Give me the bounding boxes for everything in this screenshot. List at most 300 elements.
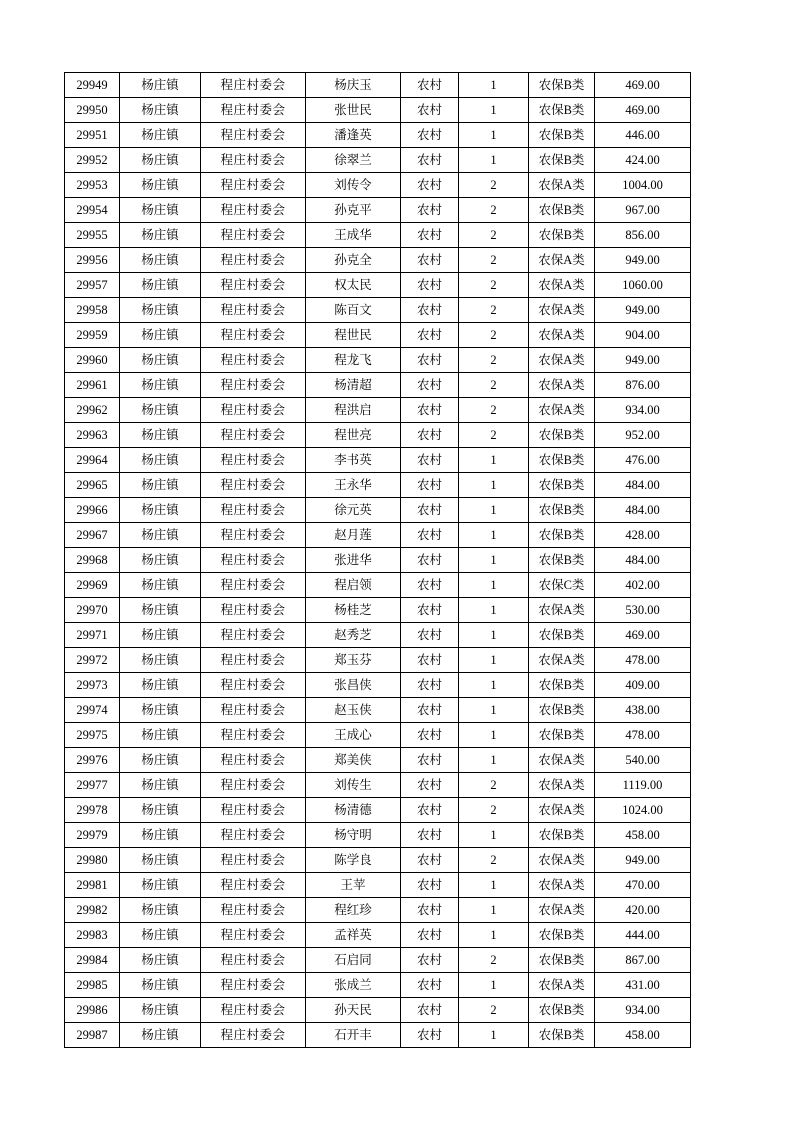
cell-amount: 428.00 — [595, 523, 691, 548]
table-row — [65, 298, 691, 323]
cell-village: 程庄村委会 — [201, 498, 306, 523]
cell-id: 29978 — [65, 798, 120, 823]
cell-category: 农保B类 — [529, 448, 595, 473]
cell-name: 徐翠兰 — [306, 148, 401, 173]
cell-id: 29977 — [65, 773, 120, 798]
cell-category: 农保A类 — [529, 323, 595, 348]
cell-amount: 478.00 — [595, 648, 691, 673]
cell-category: 农保B类 — [529, 1023, 595, 1048]
cell-type: 农村 — [401, 448, 459, 473]
cell-type: 农村 — [401, 798, 459, 823]
cell-type: 农村 — [401, 273, 459, 298]
cell-town: 杨庄镇 — [120, 598, 201, 623]
cell-village: 程庄村委会 — [201, 698, 306, 723]
cell-count: 2 — [459, 848, 529, 873]
cell-village: 程庄村委会 — [201, 223, 306, 248]
cell-category: 农保B类 — [529, 148, 595, 173]
cell-id: 29981 — [65, 873, 120, 898]
cell-count: 2 — [459, 798, 529, 823]
cell-category: 农保A类 — [529, 648, 595, 673]
cell-category: 农保A类 — [529, 873, 595, 898]
cell-town: 杨庄镇 — [120, 848, 201, 873]
table-row — [65, 248, 691, 273]
cell-category: 农保A类 — [529, 598, 595, 623]
cell-id: 29958 — [65, 298, 120, 323]
cell-amount: 438.00 — [595, 698, 691, 723]
cell-town: 杨庄镇 — [120, 373, 201, 398]
cell-name: 石开丰 — [306, 1023, 401, 1048]
cell-town: 杨庄镇 — [120, 748, 201, 773]
cell-type: 农村 — [401, 223, 459, 248]
cell-count: 2 — [459, 948, 529, 973]
cell-village: 程庄村委会 — [201, 798, 306, 823]
cell-count: 1 — [459, 823, 529, 848]
cell-amount: 484.00 — [595, 473, 691, 498]
cell-amount: 952.00 — [595, 423, 691, 448]
cell-type: 农村 — [401, 948, 459, 973]
cell-name: 郑美侠 — [306, 748, 401, 773]
cell-type: 农村 — [401, 98, 459, 123]
cell-id: 29982 — [65, 898, 120, 923]
table-row — [65, 598, 691, 623]
table-row — [65, 673, 691, 698]
cell-id: 29983 — [65, 923, 120, 948]
cell-id: 29980 — [65, 848, 120, 873]
cell-amount: 876.00 — [595, 373, 691, 398]
cell-village: 程庄村委会 — [201, 848, 306, 873]
cell-village: 程庄村委会 — [201, 773, 306, 798]
table-row — [65, 698, 691, 723]
cell-id: 29961 — [65, 373, 120, 398]
cell-name: 程世亮 — [306, 423, 401, 448]
cell-village: 程庄村委会 — [201, 973, 306, 998]
cell-town: 杨庄镇 — [120, 448, 201, 473]
cell-town: 杨庄镇 — [120, 973, 201, 998]
cell-village: 程庄村委会 — [201, 873, 306, 898]
cell-count: 1 — [459, 873, 529, 898]
cell-category: 农保B类 — [529, 548, 595, 573]
cell-name: 刘传令 — [306, 173, 401, 198]
table-row — [65, 73, 691, 98]
cell-name: 程启领 — [306, 573, 401, 598]
table-row — [65, 773, 691, 798]
cell-id: 29957 — [65, 273, 120, 298]
cell-village: 程庄村委会 — [201, 123, 306, 148]
cell-category: 农保B类 — [529, 423, 595, 448]
cell-category: 农保B类 — [529, 523, 595, 548]
cell-town: 杨庄镇 — [120, 123, 201, 148]
cell-id: 29968 — [65, 548, 120, 573]
cell-category: 农保B类 — [529, 998, 595, 1023]
table-row — [65, 573, 691, 598]
cell-id: 29955 — [65, 223, 120, 248]
table-row — [65, 448, 691, 473]
cell-count: 2 — [459, 323, 529, 348]
cell-amount: 420.00 — [595, 898, 691, 923]
table-row — [65, 898, 691, 923]
cell-town: 杨庄镇 — [120, 523, 201, 548]
cell-type: 农村 — [401, 473, 459, 498]
cell-amount: 476.00 — [595, 448, 691, 473]
cell-town: 杨庄镇 — [120, 173, 201, 198]
cell-category: 农保A类 — [529, 248, 595, 273]
cell-count: 1 — [459, 98, 529, 123]
cell-type: 农村 — [401, 173, 459, 198]
cell-type: 农村 — [401, 998, 459, 1023]
cell-category: 农保A类 — [529, 348, 595, 373]
cell-category: 农保C类 — [529, 573, 595, 598]
cell-type: 农村 — [401, 348, 459, 373]
table-row — [65, 123, 691, 148]
cell-town: 杨庄镇 — [120, 723, 201, 748]
cell-id: 29986 — [65, 998, 120, 1023]
cell-count: 1 — [459, 698, 529, 723]
table-row — [65, 998, 691, 1023]
cell-town: 杨庄镇 — [120, 573, 201, 598]
cell-type: 农村 — [401, 373, 459, 398]
cell-town: 杨庄镇 — [120, 773, 201, 798]
cell-count: 1 — [459, 148, 529, 173]
cell-amount: 484.00 — [595, 548, 691, 573]
cell-name: 徐元英 — [306, 498, 401, 523]
cell-village: 程庄村委会 — [201, 573, 306, 598]
cell-town: 杨庄镇 — [120, 823, 201, 848]
cell-amount: 967.00 — [595, 198, 691, 223]
table-row — [65, 398, 691, 423]
table-row — [65, 373, 691, 398]
cell-amount: 458.00 — [595, 1023, 691, 1048]
cell-type: 农村 — [401, 973, 459, 998]
cell-id: 29970 — [65, 598, 120, 623]
cell-village: 程庄村委会 — [201, 473, 306, 498]
cell-id: 29979 — [65, 823, 120, 848]
cell-category: 农保B类 — [529, 498, 595, 523]
cell-id: 29959 — [65, 323, 120, 348]
cell-name: 孙克平 — [306, 198, 401, 223]
cell-count: 1 — [459, 673, 529, 698]
cell-amount: 1119.00 — [595, 773, 691, 798]
table-row — [65, 948, 691, 973]
cell-village: 程庄村委会 — [201, 948, 306, 973]
cell-village: 程庄村委会 — [201, 823, 306, 848]
cell-town: 杨庄镇 — [120, 498, 201, 523]
cell-village: 程庄村委会 — [201, 548, 306, 573]
cell-town: 杨庄镇 — [120, 348, 201, 373]
cell-id: 29974 — [65, 698, 120, 723]
cell-id: 29949 — [65, 73, 120, 98]
cell-town: 杨庄镇 — [120, 273, 201, 298]
cell-town: 杨庄镇 — [120, 423, 201, 448]
cell-id: 29954 — [65, 198, 120, 223]
table-row — [65, 348, 691, 373]
cell-id: 29964 — [65, 448, 120, 473]
cell-category: 农保B类 — [529, 198, 595, 223]
cell-village: 程庄村委会 — [201, 398, 306, 423]
cell-amount: 949.00 — [595, 248, 691, 273]
cell-village: 程庄村委会 — [201, 423, 306, 448]
cell-village: 程庄村委会 — [201, 273, 306, 298]
cell-category: 农保B类 — [529, 73, 595, 98]
cell-id: 29984 — [65, 948, 120, 973]
cell-town: 杨庄镇 — [120, 148, 201, 173]
cell-count: 2 — [459, 248, 529, 273]
cell-town: 杨庄镇 — [120, 1023, 201, 1048]
cell-amount: 530.00 — [595, 598, 691, 623]
cell-id: 29953 — [65, 173, 120, 198]
cell-town: 杨庄镇 — [120, 198, 201, 223]
cell-name: 石启同 — [306, 948, 401, 973]
cell-village: 程庄村委会 — [201, 198, 306, 223]
cell-amount: 409.00 — [595, 673, 691, 698]
table-row — [65, 173, 691, 198]
table-row — [65, 323, 691, 348]
cell-village: 程庄村委会 — [201, 673, 306, 698]
cell-name: 张世民 — [306, 98, 401, 123]
cell-count: 1 — [459, 473, 529, 498]
cell-count: 1 — [459, 623, 529, 648]
table-row — [65, 273, 691, 298]
cell-amount: 484.00 — [595, 498, 691, 523]
cell-count: 1 — [459, 1023, 529, 1048]
cell-name: 王永华 — [306, 473, 401, 498]
cell-category: 农保A类 — [529, 798, 595, 823]
cell-count: 1 — [459, 573, 529, 598]
cell-count: 2 — [459, 223, 529, 248]
cell-category: 农保A类 — [529, 298, 595, 323]
cell-amount: 949.00 — [595, 848, 691, 873]
cell-town: 杨庄镇 — [120, 648, 201, 673]
cell-village: 程庄村委会 — [201, 323, 306, 348]
cell-id: 29952 — [65, 148, 120, 173]
cell-village: 程庄村委会 — [201, 648, 306, 673]
cell-category: 农保B类 — [529, 923, 595, 948]
cell-amount: 856.00 — [595, 223, 691, 248]
cell-type: 农村 — [401, 648, 459, 673]
cell-name: 杨桂芝 — [306, 598, 401, 623]
cell-amount: 1060.00 — [595, 273, 691, 298]
cell-category: 农保A类 — [529, 898, 595, 923]
cell-id: 29966 — [65, 498, 120, 523]
cell-id: 29960 — [65, 348, 120, 373]
table-row — [65, 648, 691, 673]
cell-id: 29973 — [65, 673, 120, 698]
cell-name: 刘传生 — [306, 773, 401, 798]
table-row — [65, 1023, 691, 1048]
cell-amount: 1004.00 — [595, 173, 691, 198]
cell-id: 29965 — [65, 473, 120, 498]
cell-amount: 904.00 — [595, 323, 691, 348]
cell-id: 29976 — [65, 748, 120, 773]
cell-name: 孙克全 — [306, 248, 401, 273]
cell-amount: 444.00 — [595, 923, 691, 948]
cell-town: 杨庄镇 — [120, 473, 201, 498]
cell-village: 程庄村委会 — [201, 998, 306, 1023]
cell-count: 1 — [459, 748, 529, 773]
cell-category: 农保A类 — [529, 398, 595, 423]
table-row — [65, 198, 691, 223]
table-row — [65, 548, 691, 573]
table-row — [65, 873, 691, 898]
cell-amount: 469.00 — [595, 98, 691, 123]
cell-category: 农保A类 — [529, 173, 595, 198]
table-row — [65, 923, 691, 948]
cell-type: 农村 — [401, 498, 459, 523]
cell-village: 程庄村委会 — [201, 523, 306, 548]
cell-type: 农村 — [401, 773, 459, 798]
cell-type: 农村 — [401, 1023, 459, 1048]
cell-category: 农保B类 — [529, 473, 595, 498]
table-row — [65, 848, 691, 873]
cell-type: 农村 — [401, 548, 459, 573]
cell-type: 农村 — [401, 898, 459, 923]
cell-count: 1 — [459, 648, 529, 673]
cell-type: 农村 — [401, 698, 459, 723]
cell-id: 29969 — [65, 573, 120, 598]
cell-category: 农保A类 — [529, 848, 595, 873]
cell-town: 杨庄镇 — [120, 98, 201, 123]
cell-count: 2 — [459, 348, 529, 373]
cell-type: 农村 — [401, 748, 459, 773]
cell-count: 1 — [459, 498, 529, 523]
cell-id: 29972 — [65, 648, 120, 673]
cell-name: 陈百文 — [306, 298, 401, 323]
cell-name: 程龙飞 — [306, 348, 401, 373]
cell-name: 王成心 — [306, 723, 401, 748]
cell-id: 29967 — [65, 523, 120, 548]
cell-type: 农村 — [401, 398, 459, 423]
cell-category: 农保B类 — [529, 948, 595, 973]
cell-type: 农村 — [401, 573, 459, 598]
cell-id: 29963 — [65, 423, 120, 448]
cell-type: 农村 — [401, 823, 459, 848]
cell-village: 程庄村委会 — [201, 73, 306, 98]
cell-town: 杨庄镇 — [120, 223, 201, 248]
cell-amount: 867.00 — [595, 948, 691, 973]
cell-amount: 949.00 — [595, 348, 691, 373]
cell-amount: 469.00 — [595, 73, 691, 98]
cell-name: 陈学良 — [306, 848, 401, 873]
cell-village: 程庄村委会 — [201, 248, 306, 273]
cell-town: 杨庄镇 — [120, 623, 201, 648]
cell-category: 农保B类 — [529, 698, 595, 723]
cell-category: 农保B类 — [529, 673, 595, 698]
cell-id: 29975 — [65, 723, 120, 748]
cell-count: 1 — [459, 73, 529, 98]
cell-name: 杨守明 — [306, 823, 401, 848]
table-row — [65, 973, 691, 998]
cell-count: 1 — [459, 523, 529, 548]
table-row — [65, 148, 691, 173]
cell-category: 农保B类 — [529, 623, 595, 648]
cell-village: 程庄村委会 — [201, 173, 306, 198]
cell-id: 29962 — [65, 398, 120, 423]
table-row — [65, 823, 691, 848]
cell-town: 杨庄镇 — [120, 923, 201, 948]
cell-name: 赵玉侠 — [306, 698, 401, 723]
cell-count: 2 — [459, 173, 529, 198]
cell-village: 程庄村委会 — [201, 348, 306, 373]
cell-amount: 446.00 — [595, 123, 691, 148]
table-row — [65, 798, 691, 823]
cell-name: 李书英 — [306, 448, 401, 473]
cell-count: 2 — [459, 198, 529, 223]
cell-count: 2 — [459, 423, 529, 448]
cell-amount: 469.00 — [595, 623, 691, 648]
cell-town: 杨庄镇 — [120, 248, 201, 273]
cell-type: 农村 — [401, 423, 459, 448]
cell-count: 1 — [459, 548, 529, 573]
cell-name: 杨清德 — [306, 798, 401, 823]
table-row — [65, 423, 691, 448]
cell-town: 杨庄镇 — [120, 873, 201, 898]
benefits-table — [64, 72, 691, 1048]
cell-village: 程庄村委会 — [201, 898, 306, 923]
cell-town: 杨庄镇 — [120, 698, 201, 723]
cell-town: 杨庄镇 — [120, 323, 201, 348]
cell-type: 农村 — [401, 673, 459, 698]
table-row — [65, 723, 691, 748]
cell-town: 杨庄镇 — [120, 298, 201, 323]
cell-amount: 402.00 — [595, 573, 691, 598]
table-row — [65, 98, 691, 123]
cell-amount: 424.00 — [595, 148, 691, 173]
cell-amount: 949.00 — [595, 298, 691, 323]
cell-type: 农村 — [401, 123, 459, 148]
cell-name: 赵月莲 — [306, 523, 401, 548]
cell-category: 农保A类 — [529, 973, 595, 998]
cell-count: 1 — [459, 898, 529, 923]
cell-amount: 934.00 — [595, 998, 691, 1023]
cell-type: 农村 — [401, 523, 459, 548]
cell-town: 杨庄镇 — [120, 898, 201, 923]
cell-town: 杨庄镇 — [120, 798, 201, 823]
cell-name: 张成兰 — [306, 973, 401, 998]
cell-town: 杨庄镇 — [120, 948, 201, 973]
cell-id: 29950 — [65, 98, 120, 123]
cell-type: 农村 — [401, 323, 459, 348]
cell-type: 农村 — [401, 198, 459, 223]
cell-name: 王苹 — [306, 873, 401, 898]
cell-count: 1 — [459, 973, 529, 998]
cell-category: 农保B类 — [529, 823, 595, 848]
cell-type: 农村 — [401, 923, 459, 948]
cell-count: 2 — [459, 773, 529, 798]
cell-town: 杨庄镇 — [120, 998, 201, 1023]
cell-amount: 540.00 — [595, 748, 691, 773]
table-row — [65, 523, 691, 548]
cell-amount: 1024.00 — [595, 798, 691, 823]
cell-name: 权太民 — [306, 273, 401, 298]
cell-amount: 934.00 — [595, 398, 691, 423]
cell-count: 2 — [459, 398, 529, 423]
cell-village: 程庄村委会 — [201, 923, 306, 948]
cell-town: 杨庄镇 — [120, 73, 201, 98]
cell-village: 程庄村委会 — [201, 748, 306, 773]
cell-village: 程庄村委会 — [201, 373, 306, 398]
cell-type: 农村 — [401, 73, 459, 98]
cell-category: 农保A类 — [529, 373, 595, 398]
cell-name: 张昌侠 — [306, 673, 401, 698]
cell-id: 29951 — [65, 123, 120, 148]
cell-town: 杨庄镇 — [120, 673, 201, 698]
cell-type: 农村 — [401, 148, 459, 173]
cell-name: 潘逢英 — [306, 123, 401, 148]
cell-count: 1 — [459, 598, 529, 623]
cell-id: 29971 — [65, 623, 120, 648]
table-row — [65, 473, 691, 498]
table-row — [65, 748, 691, 773]
cell-type: 农村 — [401, 873, 459, 898]
